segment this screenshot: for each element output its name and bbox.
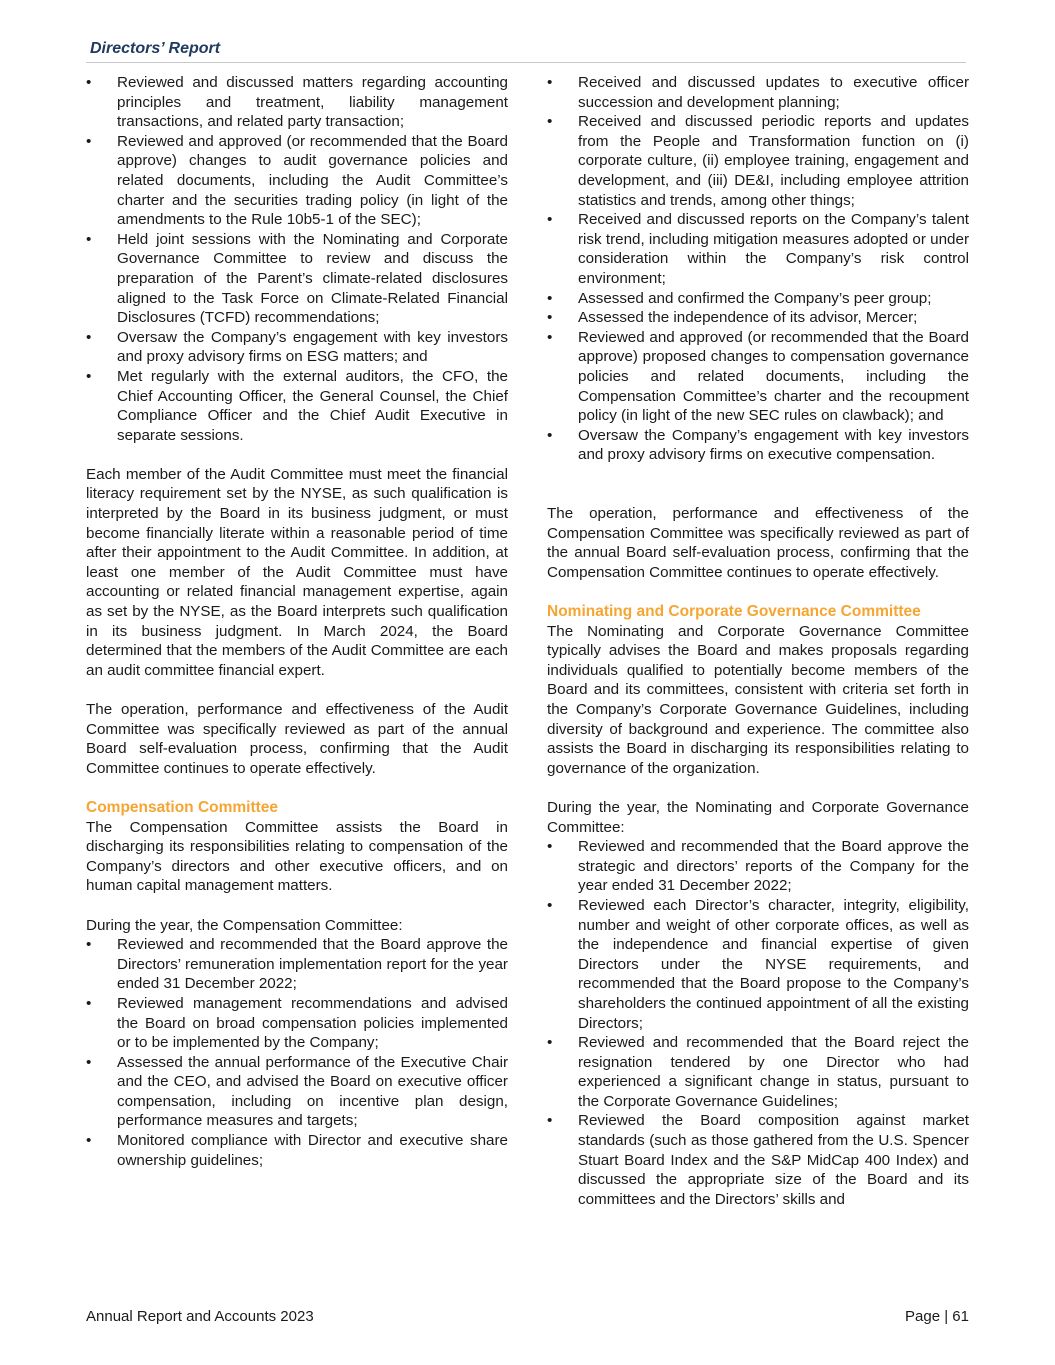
header-divider (86, 62, 966, 63)
audit-activities-list (86, 73, 508, 445)
list-item: • Reviewed and recommended that the Board approve the strategic and directors’ reports of the Company for the year ended 31 December 2022; (547, 837, 969, 896)
list-item: • Received and discussed periodic reports and updates from the People and Transformation function on (i) corporate culture, (ii) employee training, engagement and development, and (iii) DE&I, including employee attrition statistics and trends, among other things; (547, 112, 969, 210)
compensation-review-paragraph: The operation, performance and effectiveness of the Compensation Committee was specifically reviewed as part of the annual Board self-evaluation process, confirming that the Compensation Committee continues to operate effectively. (547, 505, 969, 581)
list-item: • Oversaw the Company’s engagement with key investors and proxy advisory firms on ESG matters; and (86, 328, 508, 367)
list-item: • Reviewed and discussed matters regarding accounting principles and treatment, liability management transactions, and related party transaction; (86, 73, 508, 132)
list-item: • Reviewed and recommended that the Board approve the Directors’ remuneration implementation report for the year ended 31 December 2022; (86, 935, 508, 994)
list-item: • Reviewed and approved (or recommended that the Board approve) changes to audit governance policies and related documents, including the Audit Committee’s charter and the securities trading policy (in light of the amendments to the Rule 10b5-1 of the SEC); (86, 132, 508, 230)
left-column (86, 73, 508, 1170)
footer-page-number: Page | 61 (905, 1308, 969, 1325)
compensation-activities-list (86, 935, 508, 1170)
audit-literacy-paragraph: Each member of the Audit Committee must meet the financial literacy requirement set by the NYSE, as such qualification is interpreted by the Board in its business judgment, or must become financially literate within a reasonable period of time after their appointment to the Audit Committee. In addition, at least one member of the Audit Committee must have accounting or related financial management expertise, again as set by the NYSE, as the Board interprets such qualification in its business judgment. In March 2024, the Board determined that the members of the Audit Committee are each an audit committee financial expert. (86, 465, 508, 679)
list-item: • Reviewed management recommendations and advised the Board on broad compensation policies implemented or to be implemented by the Company; (86, 994, 508, 1053)
compensation-committee-heading: Compensation Committee (86, 798, 279, 816)
compensation-activities-list-continued (547, 73, 969, 465)
list-item: • Held joint sessions with the Nominating and Corporate Governance Committee to review and discuss the preparation of the Parent’s climate-related disclosures aligned to the Task Force on Climate-Related Financial Disclosures (TCFD) recommendations; (86, 230, 508, 328)
right-column (547, 73, 969, 1209)
compensation-intro-paragraph: The Compensation Committee assists the Board in discharging its responsibilities relating to compensation of the Company’s directors and other executive officers, and on human capital management matters. (86, 818, 508, 895)
nominating-activities-list (547, 837, 969, 1209)
list-item: • Assessed the independence of its advisor, Mercer; (547, 308, 969, 328)
nominating-committee-heading: Nominating and Corporate Governance Committee (547, 603, 921, 621)
list-item: • Met regularly with the external auditors, the CFO, the Chief Accounting Officer, the General Counsel, the Chief Compliance Officer and the Chief Audit Executive in separate sessions. (86, 367, 508, 445)
list-item: • Reviewed and recommended that the Board reject the resignation tendered by one Director who had experienced a significant change in status, pursuant to the Corporate Governance Guidelines; (547, 1033, 969, 1111)
list-item: • Received and discussed updates to executive officer succession and development planning; (547, 73, 969, 112)
list-item: • Assessed the annual performance of the Executive Chair and the CEO, and advised the Board on executive officer compensation, including on incentive plan design, performance measures and targets; (86, 1053, 508, 1131)
list-item: • Monitored compliance with Director and executive share ownership guidelines; (86, 1131, 508, 1170)
list-item: • Reviewed the Board composition against market standards (such as those gathered from the U.S. Spencer Stuart Board Index and the S&P MidCap 400 Index) and discussed the appropriate size of the Board and its committees and the Directors’ skills and (547, 1111, 969, 1209)
page-header-title: Directors’ Report (90, 40, 221, 57)
nominating-during-text: During the year, the Nominating and Corporate Governance Committee: (547, 798, 969, 836)
compensation-during-text: During the year, the Compensation Committee: (86, 916, 403, 934)
list-item: • Oversaw the Company’s engagement with key investors and proxy advisory firms on executive compensation. (547, 426, 969, 465)
list-item: • Received and discussed reports on the Company’s talent risk trend, including mitigation measures adopted or under consideration within the Company’s risk control environment; (547, 210, 969, 288)
audit-review-paragraph: The operation, performance and effectiveness of the Audit Committee was specifically reviewed as part of the annual Board self-evaluation process, confirming that the Audit Committee continues to operate effectively. (86, 701, 508, 777)
list-item: • Reviewed and approved (or recommended that the Board approve) proposed changes to compensation governance policies and related documents, including the Compensation Committee’s charter and the recoupment policy (in light of the new SEC rules on clawback); and (547, 328, 969, 426)
footer-report-title: Annual Report and Accounts 2023 (86, 1308, 314, 1325)
nominating-intro-paragraph: The Nominating and Corporate Governance Committee typically advises the Board and makes proposals regarding individuals qualified to potentially become members of the Board and its committees, consistent with criteria set forth in the Company’s Corporate Governance Guidelines, including diversity of background and experience. The committee also assists the Board in discharging its responsibilities relating to governance of the organization. (547, 622, 969, 777)
list-item: • Assessed and confirmed the Company’s peer group; (547, 289, 969, 309)
list-item: • Reviewed each Director’s character, integrity, eligibility, number and weight of other corporate offices, as well as the independence and financial expertise of given Directors under the NYSE requirements, and recommended that the Board propose to the Company’s shareholders the continued appointment of all the existing Directors; (547, 896, 969, 1033)
